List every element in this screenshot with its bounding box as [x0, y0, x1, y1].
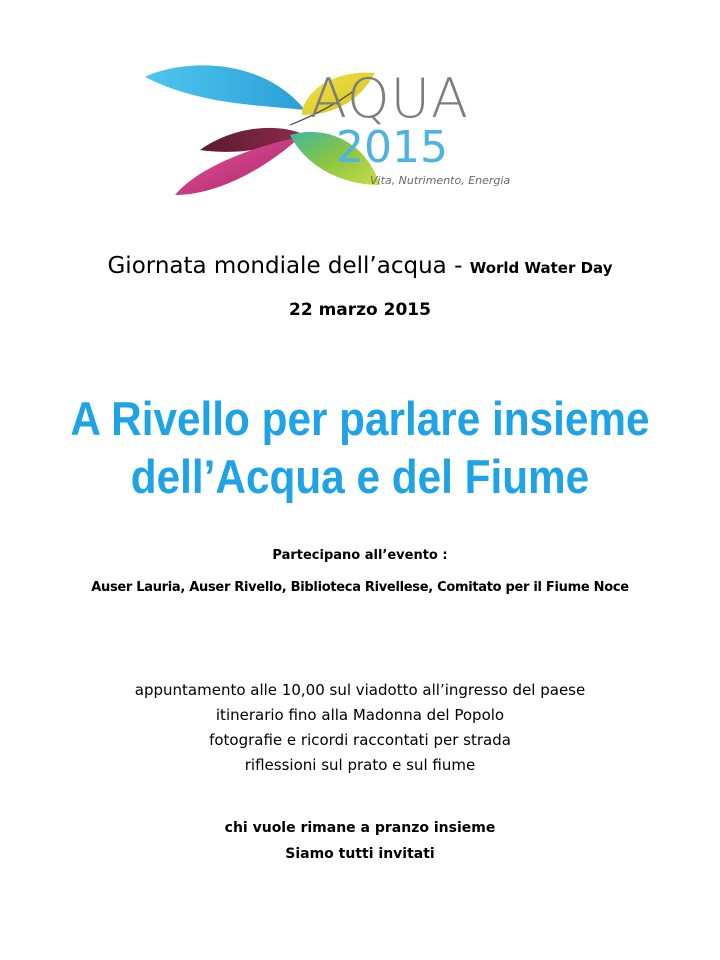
detail-line: itinerario fino alla Madonna del Popolo — [215, 706, 505, 724]
event-heading — [0, 253, 720, 279]
participants-list: Auser Lauria, Auser Rivello, Biblioteca Rivellese, Comitato per il Fiume Noce — [91, 580, 629, 595]
heading-main: Giornata mondiale dell’acqua - — [107, 253, 463, 279]
detail-line: appuntamento alle 10,00 sul viadotto all’ingresso del paese — [134, 681, 586, 699]
event-details — [0, 678, 720, 778]
closing-text — [0, 815, 720, 867]
title-line-2: dell’Acqua e del Fiume — [130, 450, 590, 503]
title-line-1: A Rivello per parlare insieme — [70, 392, 650, 445]
detail-line: riflessioni sul prato e sul fiume — [244, 756, 476, 774]
logo-wordmark-year: 2015 — [336, 122, 448, 173]
closing-line: Siamo tutti invitati — [285, 846, 435, 862]
closing-line: chi vuole rimane a pranzo insieme — [224, 820, 496, 836]
event-title — [36, 390, 684, 506]
detail-line: fotografie e ricordi raccontati per strada — [209, 731, 511, 749]
heading-sub: World Water Day — [469, 259, 613, 277]
event-date: 22 marzo 2015 — [289, 300, 431, 320]
logo-wordmark-aqua: AQUA — [310, 67, 469, 130]
participants-label: Partecipano all’evento : — [272, 548, 448, 563]
logo-tagline: Vita, Nutrimento, Energia — [370, 174, 511, 187]
